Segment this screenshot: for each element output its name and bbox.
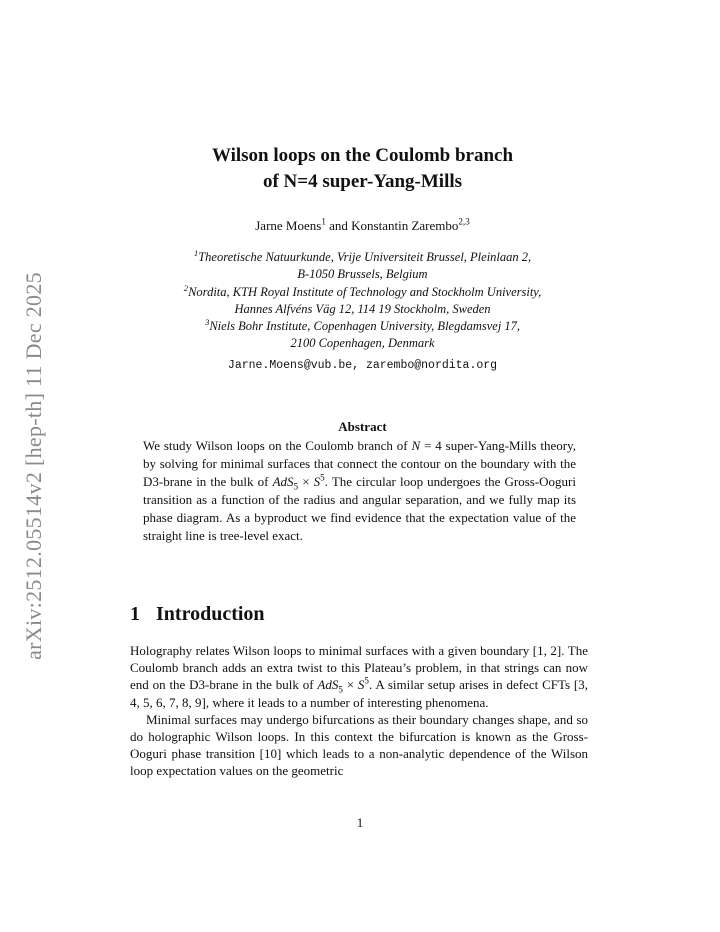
abstract-text: We study Wilson loops on the Coulomb branch of N = 4 super-Yang-Mills theory, by solving for minimal surfaces that connect the contour on the boundary with the D3-brane in the bulk of $AdS_5 \times S^5$. The circular loop undergoes the Gross-Ooguri transition as a function of the radius and angular separation, and we fully map its phase diagram. As a byproduct we find evidence that the expectation value of the straight line is tree-level exact. [143,438,576,543]
author-conjunction: and [329,218,348,233]
affiliation-line: Niels Bohr Institute, Copenhagen University, Blegdamsvej 17, [209,319,521,333]
author-name: Jarne Moens [255,218,322,233]
title-line-1: Wilson loops on the Coulomb branch [211,145,514,166]
affiliation-line: 2100 Copenhagen, Denmark [290,336,435,350]
affiliation-mark: 2 [183,282,189,293]
affiliation-line: B-1050 Brussels, Belgium [297,267,428,281]
affiliation-line: Nordita, KTH Royal Institute of Technology and Stockholm University, [188,285,542,299]
email-addresses[interactable]: Jarne.Moens@vub.be, zarembo@nordita.org [227,359,498,372]
affiliation-2 [120,284,605,318]
paper-title [140,143,585,195]
affiliation-mark: 3 [204,316,210,327]
section-heading [130,603,265,626]
author-list [140,218,585,234]
affiliation-3 [120,318,605,352]
page-number: 1 [356,815,364,830]
section-number: 1 [130,603,140,625]
introduction-text [130,642,588,780]
affiliation-mark: 1 [193,247,199,258]
affiliation-line: Hannes Alfvéns Väg 12, 114 19 Stockholm, Sweden [234,302,491,316]
title-line-2: of N=4 super-Yang-Mills [262,171,463,192]
paragraph: Minimal surfaces may undergo bifurcations as their boundary changes shape, and so do holographic Wilson loops. In this context the bifurcation is known as the Gross-Ooguri phase transition [10] which leads to a non-analytic dependence of the Wilson loop expectation values on the geometric [130,711,588,779]
author-name: Konstantin Zarembo [351,218,459,233]
affiliation-line: Theoretische Natuurkunde, Vrije Universiteit Brussel, Pleinlaan 2, [198,250,532,264]
paragraph: Holography relates Wilson loops to minimal surfaces with a given boundary [1, 2]. The Coulomb branch adds an extra twist to this Plateau’s problem, in that strings can now end on the D3-brane in the bulk of $AdS_5 \times S^5$. A similar setup arises in defect CFTs [3, 4, 5, 6, 7, 8, 9], where it leads to a number of interesting phenomena. [130,643,588,710]
affiliation-mark: 2,3 [458,216,470,227]
affiliation-1 [120,249,605,283]
abstract-heading: Abstract [338,419,387,434]
arxiv-identifier: arXiv:2512.05514v2 [hep-th] 11 Dec 2025 [21,272,46,660]
affiliation-mark: 1 [321,216,326,227]
section-title: Introduction [156,603,265,625]
